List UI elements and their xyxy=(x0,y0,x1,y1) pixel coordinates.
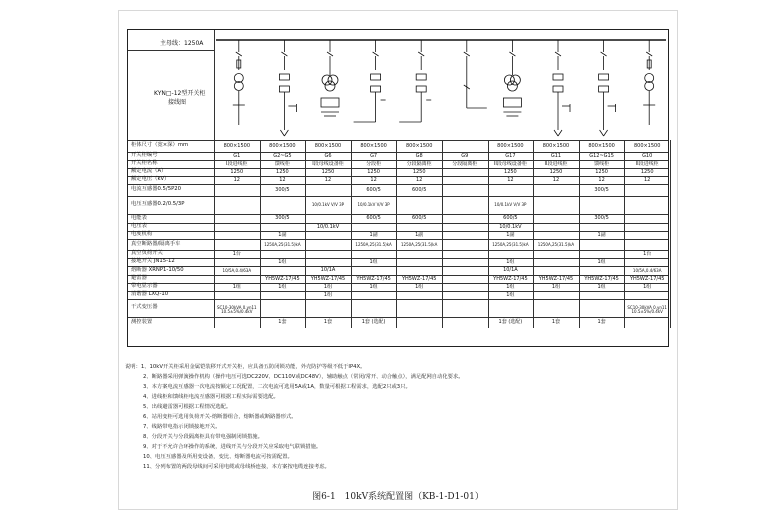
note-line: 11、分列布置的两段母线间可采用电缆或母线桥连接，本方案按电缆连接考虑。 xyxy=(143,464,330,470)
table-cell: G8 xyxy=(415,152,423,159)
table-cell: 1组 xyxy=(232,283,241,290)
table-cell: 10/0.1kV xyxy=(316,223,340,230)
table-cell: 1250 xyxy=(367,168,380,175)
column-divider xyxy=(533,140,534,328)
note-line: 2、断路器采用弹簧操作机构（操作电压可选DC220V、DC110V或DC48V），辅助触点（常闭/常开、动合触点），满足配网自动化要求。 xyxy=(143,374,464,380)
row-label: 额定电流（A） xyxy=(131,168,167,174)
table-cell: 1250 xyxy=(276,168,289,175)
row-label: 电流互感器0.5/5P20 xyxy=(131,186,181,192)
table-cell: I段进线柜 xyxy=(226,160,248,167)
note-line: 3、本方案电流互感器一次电流按额定工况配置，二次电流可选用5A或1A，数量可根据工程需求，选配2只或3只。 xyxy=(143,384,411,390)
table-cell: 馈线柜 xyxy=(274,160,290,167)
table-cell: 分段柜 xyxy=(366,160,382,167)
table-cell: YH5WZ-17/45 xyxy=(265,275,300,282)
table-cell: 600/5 xyxy=(366,215,381,221)
row-label: 熔断器 XRNP1-10/50 xyxy=(131,266,184,273)
table-cell: 1副 xyxy=(597,231,606,238)
figure-caption: 图6-1 10kV系统配置图（KB-1-D1-01） xyxy=(312,492,484,502)
row-label: 开关柜名称 xyxy=(131,160,158,166)
table-cell: YH5WZ-17/45 xyxy=(538,275,574,282)
table-cell: 1250A,25(31.5)kA xyxy=(492,241,529,247)
table-cell: 800×1500 xyxy=(542,142,570,149)
note-line: 4、进线柜和馈线柜电流互感器可根据工程实际需要选配。 xyxy=(143,394,279,400)
table-cell: II段进线柜 xyxy=(544,160,568,167)
single-line-diagram xyxy=(214,30,668,140)
table-cell: 1套 xyxy=(597,319,606,325)
column-divider xyxy=(670,140,671,328)
table-cell: I段母线设备柜 xyxy=(312,160,344,167)
table-cell: G6 xyxy=(324,152,332,159)
table-cell: 800×1500 xyxy=(497,142,524,149)
table-cell: 分段隔离柜 xyxy=(452,160,478,167)
table-cell: 10/0.1kV V/V 3P xyxy=(357,202,390,207)
table-cell: 1组 xyxy=(278,258,287,265)
table-cell: 800×1500 xyxy=(405,142,433,149)
table-cell: 1250A,25(31.5)kA xyxy=(401,241,438,247)
table-cell: 1250A,25(31.5)kA xyxy=(537,241,575,247)
table-cell: 1组 xyxy=(643,283,652,290)
note-line: 6、站用变柜可选用负荷开关-熔断器组合，熔断器或断路器形式。 xyxy=(143,414,297,420)
table-cell: G2~G5 xyxy=(273,152,292,159)
row-label: 带电显示器 xyxy=(131,283,158,289)
table-cell: YH5WZ-17/45 xyxy=(629,275,665,282)
row-label: 额定电压（kV） xyxy=(131,176,170,182)
column-divider xyxy=(305,140,306,328)
row-label: 电压互感器0.2/0.5/3P xyxy=(131,201,185,207)
table-cell: 600/5 xyxy=(503,215,518,221)
table-cell: 1套 (选配) xyxy=(498,319,523,325)
table-cell: 1组 xyxy=(597,283,606,290)
table-cell: 1组 xyxy=(551,283,561,290)
table-cell: 600/5 xyxy=(366,186,381,193)
row-label: 干式变压器 xyxy=(131,304,158,310)
table-cell: 1副 xyxy=(506,231,515,238)
table-cell: 1副 xyxy=(369,231,378,238)
note-line: 7、线路带电指示闭锁接地开关。 xyxy=(143,424,221,430)
table-cell: G17 xyxy=(505,152,516,159)
drawing-sheet xyxy=(118,10,678,510)
note-line: 说明：1、10kV开关柜采用金属铠装移开式开关柜，应具备五防闭锁功能，外壳防护等级不低于IP4X。 xyxy=(125,364,366,370)
table-cell: 600/5 xyxy=(411,186,427,193)
row-divider xyxy=(128,140,668,141)
table-cell: 800×1500 xyxy=(588,142,615,149)
table-cell: 12 xyxy=(279,176,286,183)
table-cell: 1组 xyxy=(415,283,424,290)
table-cell: 300/5 xyxy=(275,215,290,221)
table-cell: G1 xyxy=(233,152,241,159)
table-cell: 10/1A xyxy=(320,267,336,273)
row-label: 电度机构 xyxy=(131,231,153,237)
table-cell: 1副 xyxy=(278,231,287,238)
table-cell: YH5WZ-17/45 xyxy=(310,275,346,282)
busbar-label: 主母线：1250A xyxy=(160,40,204,47)
diagram-label-line1: KYN□-12型开关柜 xyxy=(154,90,206,97)
table-cell: 1250A,25(31.5)kA xyxy=(355,241,392,247)
table-cell: 1组 xyxy=(506,258,515,265)
row-divider xyxy=(128,317,668,318)
table-cell: 800×1500 xyxy=(223,142,251,149)
row-divider xyxy=(128,299,668,300)
table-cell: 12 xyxy=(552,176,560,183)
table-cell: 12 xyxy=(644,176,651,183)
table-cell: 12 xyxy=(233,176,240,183)
table-cell: 12 xyxy=(598,176,605,183)
table-cell: 1250A,25(31.5)kA xyxy=(264,241,301,247)
table-cell: 1套 xyxy=(278,319,287,325)
table-cell: YH5WZ-17/45 xyxy=(584,275,619,282)
table-cell: 10/0.1kV V/V 3P xyxy=(494,202,527,207)
row-label: 避雷器 xyxy=(131,275,147,281)
table-cell: 300/5 xyxy=(275,186,290,193)
table-cell: 分段隔离柜 xyxy=(406,160,432,167)
table-cell: YH5WZ-17/45 xyxy=(356,275,391,282)
row-divider xyxy=(128,184,668,185)
table-cell: 1250 xyxy=(504,168,517,175)
table-cell: 1台 xyxy=(643,250,652,257)
row-divider xyxy=(128,223,668,224)
table-cell: 1组 xyxy=(369,283,378,290)
table-cell: II段母线设备柜 xyxy=(493,160,527,167)
table-cell: 800×1500 xyxy=(314,142,342,149)
table-cell: 1组 xyxy=(597,258,606,265)
table-cell: 1套 xyxy=(551,319,561,325)
note-line: 10、电压互感器及所用变设备，变比、熔断器电流可按需配置。 xyxy=(143,454,293,460)
table-cell: 1副 xyxy=(415,231,424,238)
table-cell: 1套 xyxy=(323,319,333,325)
table-cell: 300/5 xyxy=(594,215,609,221)
note-line: 8、分段开关与分段隔离柜具有带电强制闭锁措施。 xyxy=(143,434,263,440)
table-cell: 1组 xyxy=(323,283,333,290)
header-divider xyxy=(128,50,214,51)
table-cell: 1250 xyxy=(321,168,335,175)
table-cell: G7 xyxy=(370,152,378,159)
table-cell: 300/5 xyxy=(594,186,609,193)
table-cell: 1组 xyxy=(506,291,515,298)
row-divider xyxy=(128,196,668,197)
table-cell: 10/0.1kV xyxy=(499,223,522,230)
note-line: 9、对于不允许合环操作的系统，进线开关与分段开关应采取电气联锁措施。 xyxy=(143,444,322,450)
table-cell: YH5WZ-17/45 xyxy=(493,275,528,282)
table-cell: 1250 xyxy=(412,168,426,175)
row-label: 测控装置 xyxy=(131,318,153,325)
table-cell: 1组 xyxy=(278,283,287,290)
table-cell: 10/0.1kV V/V 3P xyxy=(311,202,345,207)
table-cell: 800×1500 xyxy=(269,142,296,149)
row-divider xyxy=(128,239,668,240)
note-line: 5、出线避雷器可根据工程情况选配。 xyxy=(143,404,232,410)
table-cell: 1250 xyxy=(230,168,244,175)
row-label: 柜体尺寸（宽×深）mm xyxy=(131,142,189,148)
table-cell: G10 xyxy=(642,152,653,159)
configuration-table xyxy=(127,29,669,347)
row-divider xyxy=(128,214,668,215)
table-cell: 1250 xyxy=(640,168,654,175)
row-label: 开关柜编号 xyxy=(131,152,158,158)
table-cell: 600/5 xyxy=(411,215,427,221)
table-cell: 1组 xyxy=(506,283,515,290)
table-cell: 1250 xyxy=(595,168,608,175)
table-cell: SC10-30kVA 0.yn11 10.5±5%/0.4kV xyxy=(627,305,667,314)
column-divider xyxy=(442,140,443,328)
row-divider xyxy=(128,266,668,267)
row-label: 接地开关 JN15-12 xyxy=(131,258,175,264)
table-cell: 10/5A,0.4/63A xyxy=(632,267,662,273)
table-cell: 800×1500 xyxy=(633,142,661,149)
table-cell: 10/1A xyxy=(503,267,518,273)
table-cell: 1套 (选配) xyxy=(361,319,386,325)
row-label: 电能表 xyxy=(131,214,147,221)
diagram-label-line2: 接线图 xyxy=(168,99,187,106)
row-label: 真空断路器/隔离手车 xyxy=(131,240,181,247)
table-cell: 1组 xyxy=(323,291,333,298)
table-cell: 1台 xyxy=(232,250,241,257)
table-cell: 12 xyxy=(507,176,514,183)
table-cell: YH5WZ-17/45 xyxy=(401,275,437,282)
table-cell: SC10-30kVA 0.yn11 10.5±5%/0.4kV xyxy=(217,305,257,314)
table-cell: 12 xyxy=(324,176,332,183)
table-cell: G12~G15 xyxy=(589,152,614,159)
row-label: 消谐器 LXQ-10 xyxy=(131,291,169,297)
column-divider xyxy=(624,140,625,328)
row-label: 真空负荷开关 xyxy=(131,250,163,256)
table-cell: 800×1500 xyxy=(360,142,387,149)
row-divider xyxy=(128,250,668,251)
table-cell: II段进线柜 xyxy=(635,160,659,167)
table-cell: 12 xyxy=(416,176,423,183)
row-label: 电压表 xyxy=(131,223,147,229)
table-cell: G9 xyxy=(461,152,469,159)
table-cell: 1250 xyxy=(549,168,563,175)
table-cell: G11 xyxy=(550,152,562,159)
table-cell: 10/5A,0.4/63A xyxy=(222,267,252,273)
table-cell: 1组 xyxy=(369,258,378,265)
row-divider xyxy=(128,291,668,292)
table-cell: 12 xyxy=(370,176,377,183)
table-cell: 馈线柜 xyxy=(594,160,610,167)
